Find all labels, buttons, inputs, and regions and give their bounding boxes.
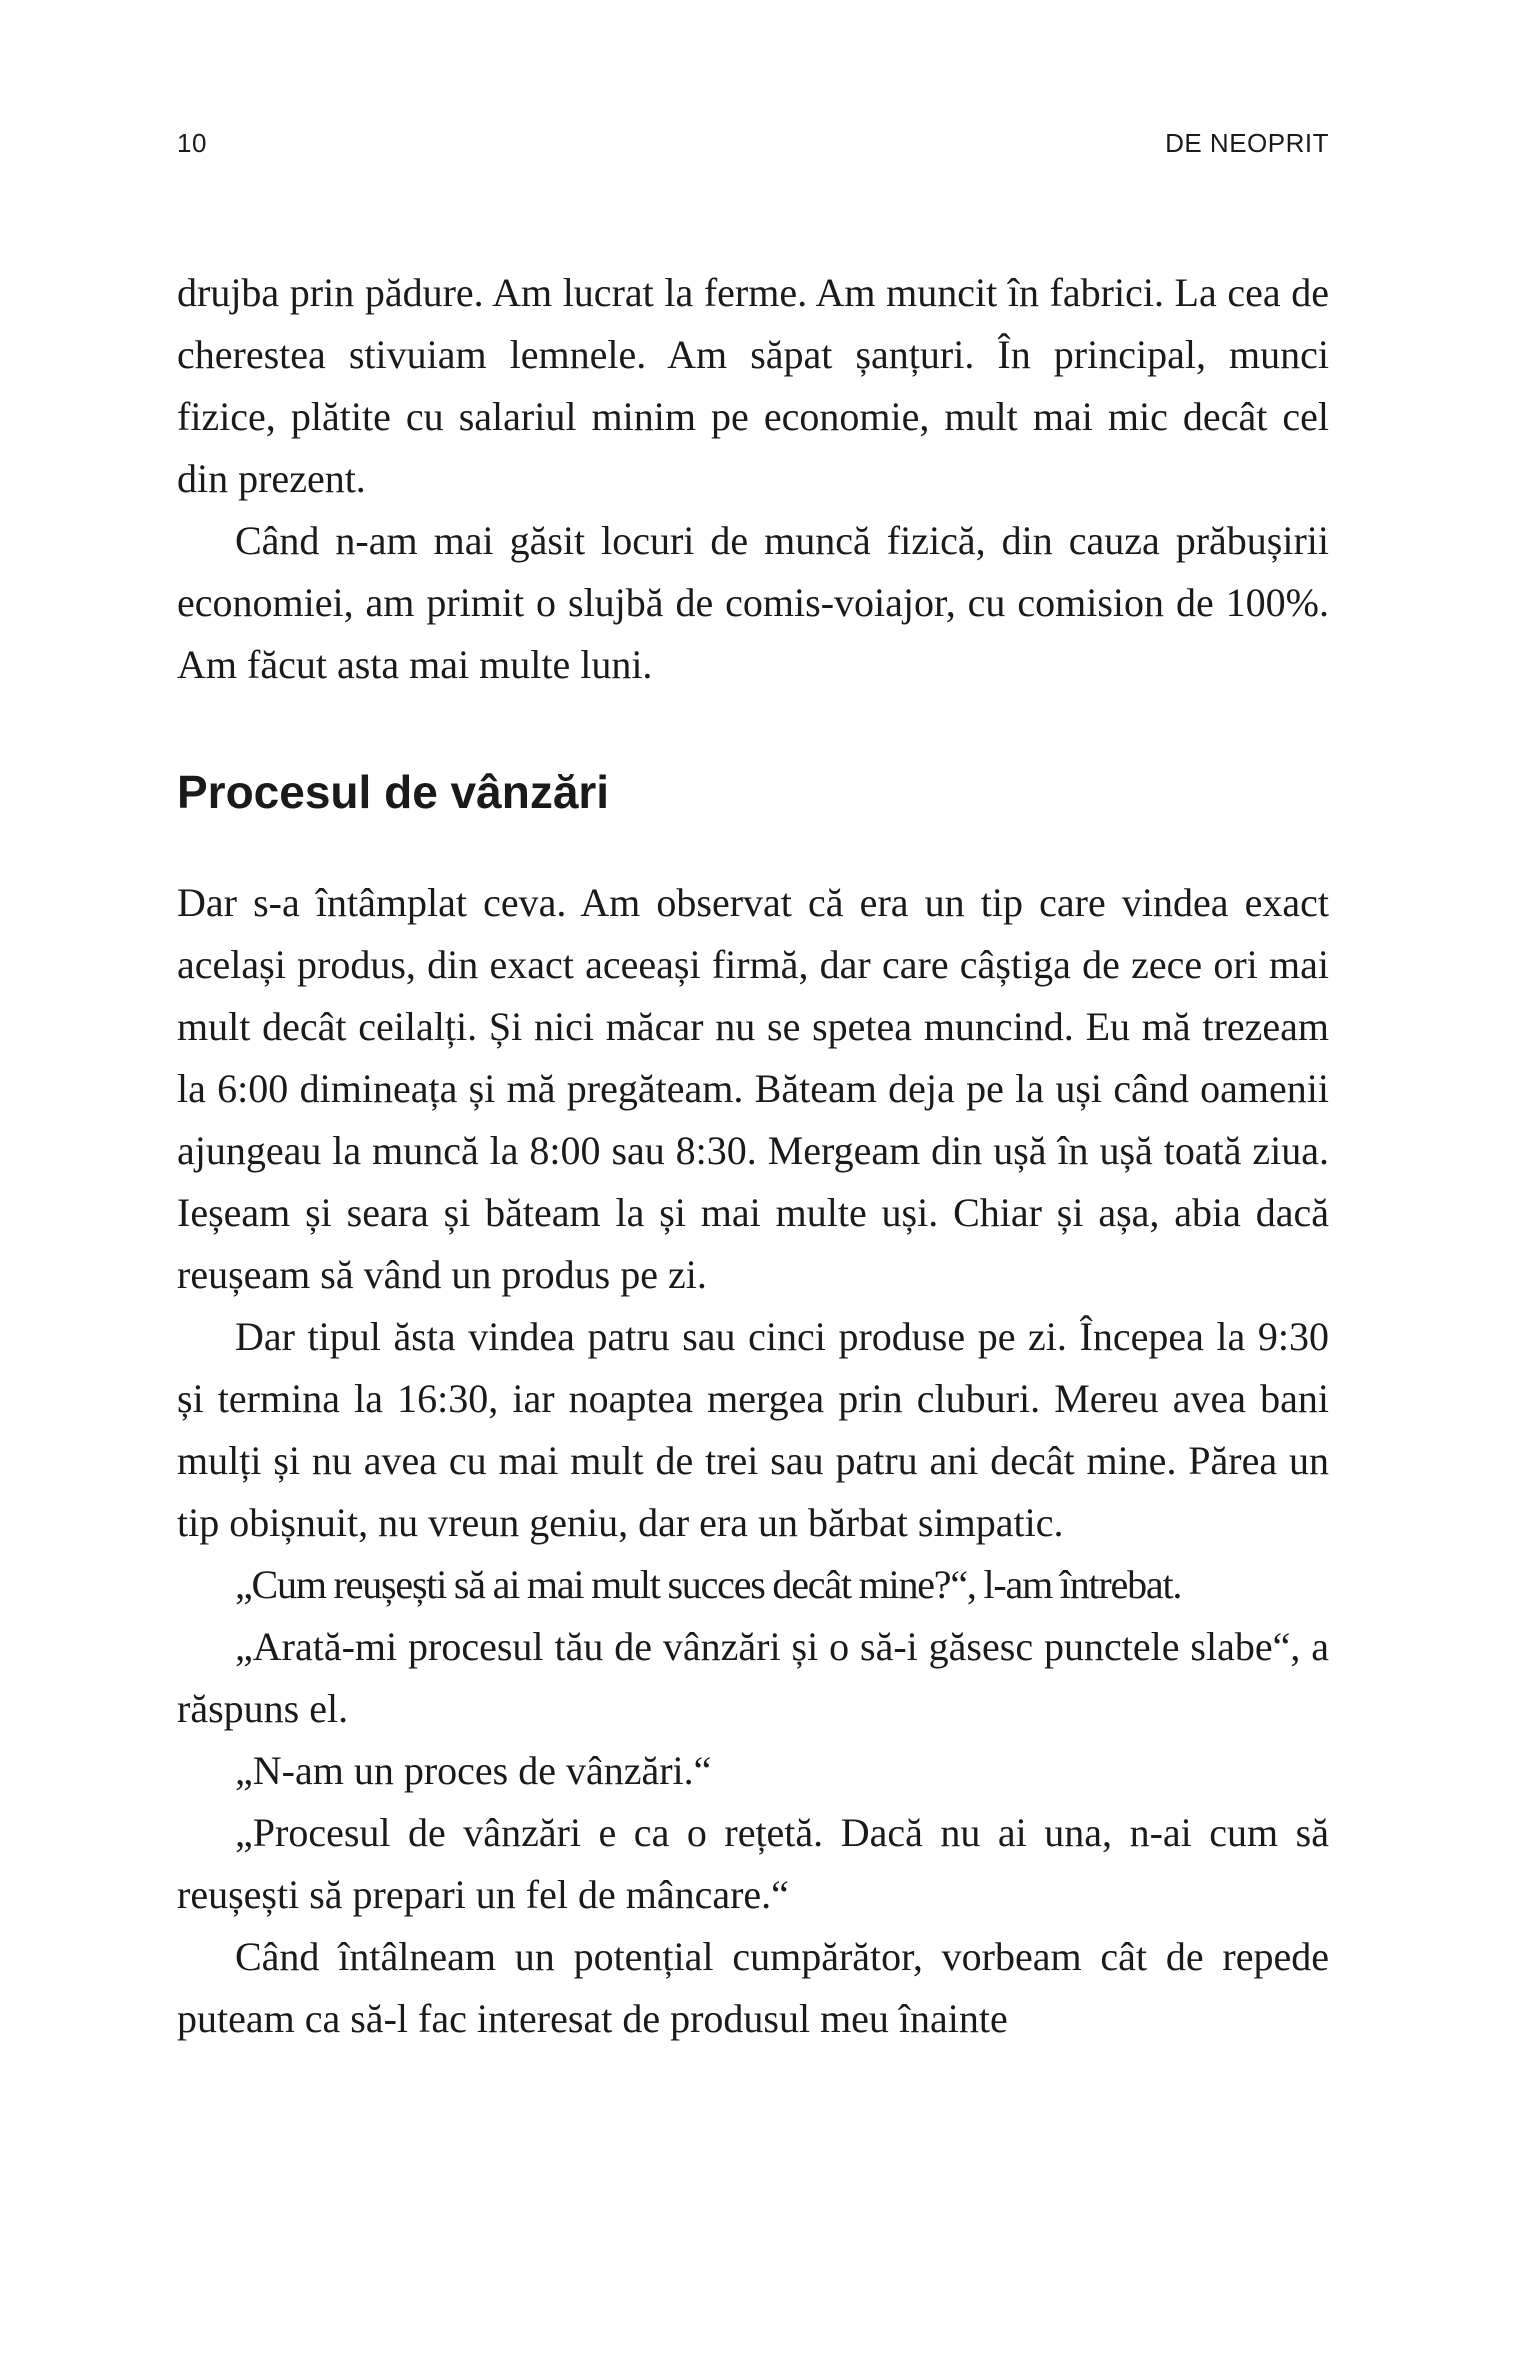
paragraph-continued: drujba prin pădure. Am lucrat la ferme. Am muncit în fabrici. La cea de cherestea stivuiam lemnele. Am săpat șanțuri. În principal, munci fizice, plătite cu salariul minim pe economie, mult mai mic decât cel din prezent.	[177, 270, 1329, 501]
dialogue-line: „Arată-mi procesul tău de vânzări și o să-i găsesc punctele slabe“, a răspuns el.	[177, 1624, 1329, 1731]
paragraph: Când n-am mai găsit locuri de muncă fizică, din cauza prăbușirii economiei, am primit o slujbă de comis-voiajor, cu comision de 100%. Am făcut asta mai multe luni.	[177, 518, 1329, 687]
page-body	[177, 262, 1329, 2050]
running-title: DE NEOPRIT	[1165, 128, 1329, 158]
page-header	[177, 128, 1329, 168]
paragraph: Când întâlneam un potențial cumpărător, vorbeam cât de repede puteam ca să-l fac interesat de produsul meu înainte	[177, 1934, 1329, 2041]
dialogue-line: „Cum reușești să ai mai mult succes decât mine?“, l-am întrebat.	[235, 1562, 1182, 1607]
paragraph: Dar s-a întâmplat ceva. Am observat că era un tip care vindea exact același produs, din exact aceeași firmă, dar care câștiga de zece ori mai mult decât ceilalți. Și nici măcar nu se spetea muncind. Eu mă trezeam la 6:00 dimineața și mă pregăteam. Băteam deja pe la uși când oamenii ajungeau la muncă la 8:00 sau 8:30. Mergeam din ușă în ușă toată ziua. Ieșeam și seara și băteam la și mai multe uși. Chiar și așa, abia dacă reușeam să vând un produs pe zi.	[177, 880, 1329, 1297]
dialogue-line: „N-am un proces de vânzări.“	[235, 1748, 712, 1793]
paragraph: Dar tipul ăsta vindea patru sau cinci produse pe zi. Începea la 9:30 și termina la 16:30, iar noaptea mergea prin cluburi. Mereu avea bani mulți și nu avea cu mai mult de trei sau patru ani decât mine. Părea un tip obișnuit, nu vreun geniu, dar era un bărbat simpatic.	[177, 1314, 1329, 1545]
dialogue-line: „Procesul de vânzări e ca o rețetă. Dacă nu ai una, n-ai cum să reușești să prepari un fel de mâncare.“	[177, 1810, 1329, 1917]
page-number: 10	[177, 128, 207, 158]
section-heading: Procesul de vânzări	[177, 766, 610, 818]
